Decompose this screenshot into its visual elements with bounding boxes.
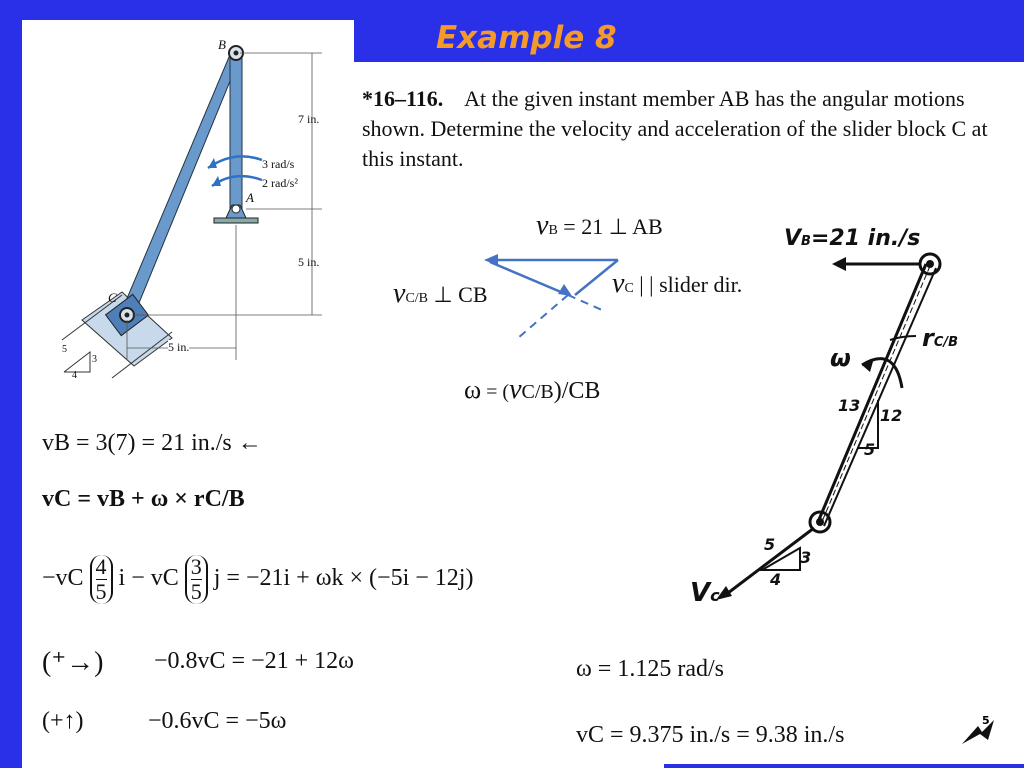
problem-text: At the given instant member AB has the angular motions shown. Determine the velocity and acceleration of the slider block C at this instant.	[362, 86, 988, 171]
equation-y: −0.6vC = −5ω	[148, 708, 287, 734]
dim-5in-horiz: 5 in.	[168, 340, 190, 354]
blue-strip	[664, 764, 1024, 768]
slope-3: 3	[92, 354, 97, 365]
omega-value: 3 rad/s	[262, 157, 295, 171]
equation-x: −0.8vC = −21 + 12ω	[154, 648, 354, 674]
member-cb	[120, 50, 242, 320]
sketch-vc-label: Vc	[690, 578, 720, 608]
label-a: A	[246, 190, 254, 205]
equation-vc: vC = vB + ω × rC/B	[42, 486, 245, 512]
sketch-13: 13	[838, 396, 861, 415]
frac1-den: 5	[95, 579, 107, 604]
mechanism-figure	[22, 20, 362, 400]
hand-sketch	[690, 240, 990, 600]
slope-4: 4	[72, 370, 77, 381]
alpha-value: 2 rad/s²	[262, 176, 298, 190]
sketch-vb-label: VB=21 in./s	[784, 226, 921, 251]
vcb-label: vC/B ⊥ CB	[393, 278, 488, 309]
equation-vb: vB = 3(7) = 21 in./s ←	[42, 430, 262, 456]
sketch-omega: ω	[830, 344, 851, 372]
problem-statement	[362, 84, 1012, 174]
vector-triangle	[480, 250, 620, 340]
direction-icon	[956, 712, 1000, 752]
sketch-5b: 5	[764, 535, 776, 554]
label-b: B	[218, 37, 226, 52]
vb-label: vB = 21 ⊥ AB	[536, 210, 663, 241]
sketch-5a: 5	[864, 440, 876, 459]
frac2-num: 3	[190, 554, 202, 579]
sketch-12: 12	[880, 406, 903, 425]
frac1-num: 4	[95, 554, 107, 579]
dim-5in-vert: 5 in.	[298, 255, 320, 269]
result-vc: vC = 9.375 in./s = 9.38 in./s	[576, 722, 845, 748]
slope-triangle	[64, 352, 90, 372]
slope-5: 5	[62, 344, 67, 355]
equation-x-dir: (⁺→)	[42, 647, 104, 678]
vc-label: vC | | slider dir.	[612, 268, 743, 299]
dim-7in: 7 in.	[298, 112, 320, 126]
omega-equation: ω = (vC/B)/CB	[464, 374, 601, 405]
sketch-rcb-label: rC/B	[922, 324, 959, 352]
problem-number: *16–116.	[362, 86, 444, 111]
label-c: C	[108, 290, 117, 305]
svg-text:5: 5	[982, 714, 990, 727]
frac2-den: 5	[190, 579, 202, 604]
equation-components: −vC $\frac{4}{5}$ i − vC $\frac{3}{5}$ j = −21i + ωk × (−5i − 12j)	[42, 554, 474, 604]
sketch-3: 3	[800, 548, 812, 567]
slide-title: Example 8	[436, 20, 617, 56]
result-omega: ω = 1.125 rad/s	[576, 656, 724, 682]
member-ab	[230, 52, 242, 210]
sketch-4: 4	[770, 570, 782, 589]
equation-y-dir: (+↑)	[42, 708, 84, 734]
